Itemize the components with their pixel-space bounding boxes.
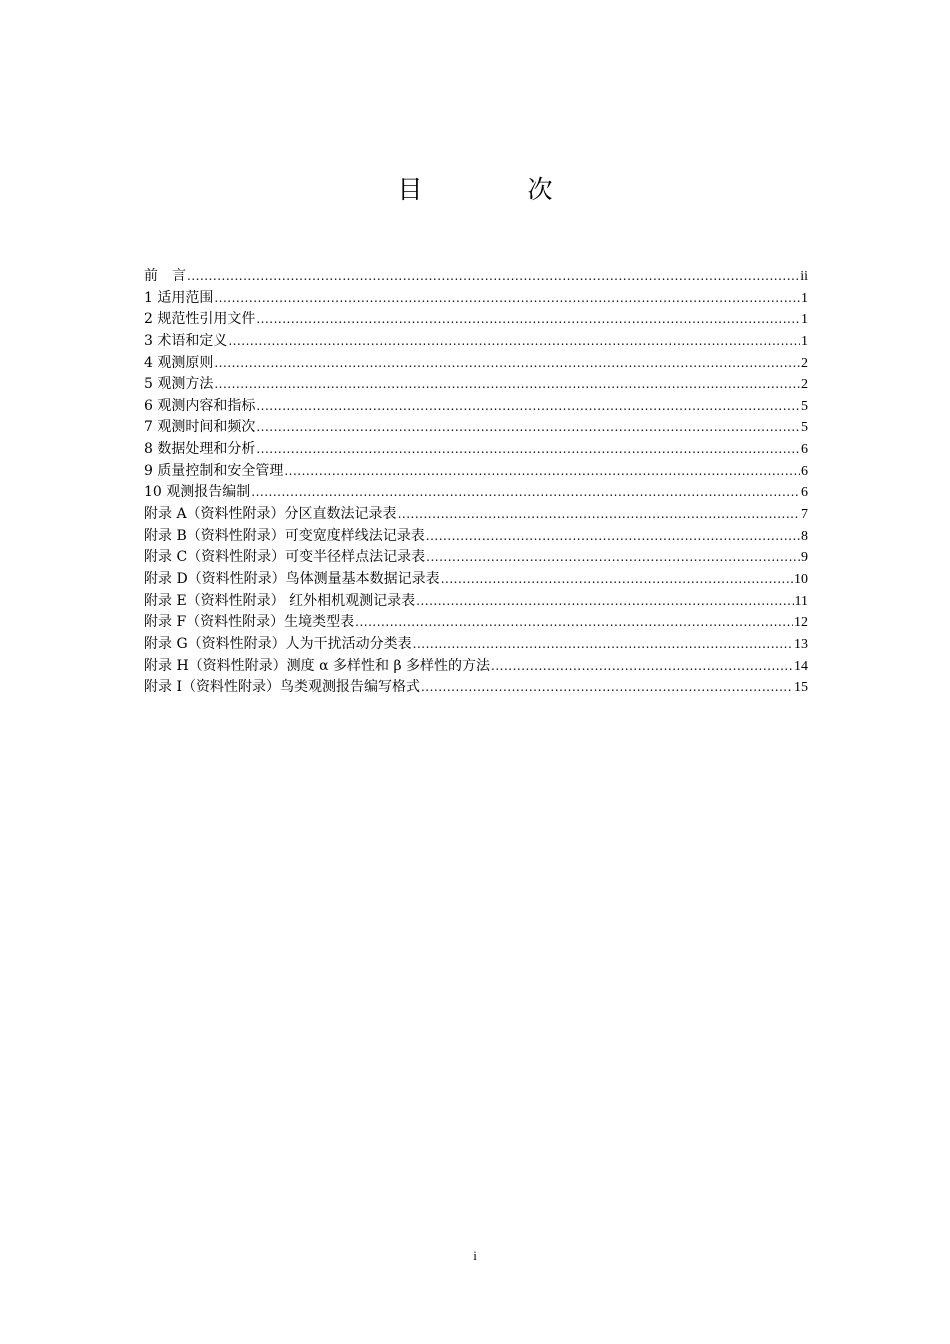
toc-dot-leader [421, 677, 793, 699]
toc-entry-label: 3 术语和定义 [144, 332, 228, 349]
toc-entry-page: 14 [794, 658, 808, 674]
toc-entry-page: 13 [794, 636, 808, 652]
toc-dot-leader [491, 656, 793, 678]
page-number: i [473, 1248, 477, 1263]
toc-entry-label: 附录 D（资料性附录）鸟体测量基本数据记录表 [144, 570, 440, 587]
toc-entry[interactable] [144, 288, 808, 310]
toc-dot-leader [256, 417, 800, 439]
toc-dot-leader [426, 526, 800, 548]
toc-entry-label: 附录 E（资料性附录） 红外相机观测记录表 [144, 592, 416, 609]
toc-entry-page: 2 [801, 377, 808, 393]
toc-entry-page: ii [800, 269, 808, 284]
toc-dot-leader [284, 461, 800, 483]
toc-entry[interactable] [144, 482, 808, 504]
toc-entry-label: 附录 C（资料性附录）可变半径样点法记录表 [144, 549, 426, 566]
toc-entry-label: 2 规范性引用文件 [144, 311, 256, 328]
toc-dot-leader [355, 612, 793, 634]
toc-dot-leader [426, 547, 800, 569]
toc-dot-leader [228, 331, 800, 353]
toc-entry-label: 7 观测时间和频次 [144, 419, 256, 436]
table-of-contents [144, 266, 808, 699]
toc-dot-leader [187, 266, 799, 288]
toc-dot-leader [251, 482, 800, 504]
toc-entry-page: 2 [801, 355, 808, 371]
toc-entry-label: 10 观测报告编制 [144, 484, 251, 501]
toc-entry-page: 12 [794, 615, 808, 631]
toc-entry-page: 8 [801, 528, 808, 544]
toc-dot-leader [416, 591, 793, 613]
toc-entry-label: 附录 B（资料性附录）可变宽度样线法记录表 [144, 527, 425, 544]
toc-entry[interactable] [144, 526, 808, 548]
toc-entry-label: 9 质量控制和安全管理 [144, 462, 284, 479]
toc-entry-label: 前 言 [144, 268, 186, 284]
toc-entry-page: 1 [801, 312, 808, 328]
toc-entry[interactable] [144, 634, 808, 656]
toc-entry[interactable] [144, 439, 808, 461]
toc-dot-leader [214, 288, 800, 310]
toc-entry[interactable] [144, 547, 808, 569]
toc-entry[interactable] [144, 309, 808, 331]
toc-entry-page: 5 [801, 398, 808, 414]
toc-entry-page: 6 [801, 442, 808, 458]
toc-dot-leader [256, 309, 800, 331]
toc-entry[interactable] [144, 504, 808, 526]
toc-dot-leader [441, 569, 793, 591]
toc-entry[interactable] [144, 417, 808, 439]
toc-dot-leader [214, 374, 800, 396]
toc-entry[interactable] [144, 266, 808, 288]
toc-entry-label: 附录 F（资料性附录）生境类型表 [144, 614, 355, 631]
toc-entry-page: 9 [801, 550, 808, 566]
toc-entry-page: 15 [794, 680, 808, 696]
toc-dot-leader [256, 439, 800, 461]
toc-entry-label: 6 观测内容和指标 [144, 397, 256, 414]
toc-entry-page: 7 [801, 507, 808, 523]
toc-dot-leader [413, 634, 793, 656]
toc-entry-label: 附录 H（资料性附录）测度 α 多样性和 β 多样性的方法 [144, 657, 491, 674]
toc-entry-page: 6 [801, 485, 808, 501]
toc-entry[interactable] [144, 591, 808, 613]
toc-dot-leader [256, 396, 800, 418]
toc-dot-leader [398, 504, 800, 526]
toc-entry-label: 8 数据处理和分析 [144, 441, 256, 458]
toc-entry[interactable] [144, 331, 808, 353]
toc-entry-page: 10 [794, 571, 808, 587]
toc-entry[interactable] [144, 353, 808, 375]
toc-entry-label: 附录 A（资料性附录）分区直数法记录表 [144, 506, 397, 523]
toc-entry[interactable] [144, 396, 808, 418]
toc-entry-label: 1 适用范围 [144, 289, 214, 306]
toc-entry-label: 5 观测方法 [144, 376, 214, 393]
toc-entry-label: 4 观测原则 [144, 354, 214, 371]
toc-entry[interactable] [144, 461, 808, 483]
toc-entry-page: 1 [801, 290, 808, 306]
toc-entry[interactable] [144, 569, 808, 591]
toc-entry[interactable] [144, 656, 808, 678]
toc-entry[interactable] [144, 677, 808, 699]
toc-entry-page: 6 [801, 463, 808, 479]
toc-entry-page: 11 [794, 593, 808, 609]
toc-entry-page: 1 [801, 333, 808, 349]
toc-entry[interactable] [144, 374, 808, 396]
toc-dot-leader [214, 353, 800, 375]
toc-entry-label: 附录 G（资料性附录）人为干扰活动分类表 [144, 635, 412, 652]
toc-entry[interactable] [144, 612, 808, 634]
toc-entry-page: 5 [801, 420, 808, 436]
toc-entry-label: 附录 I（资料性附录）鸟类观测报告编写格式 [144, 679, 420, 696]
page-title: 目 次 [397, 175, 593, 204]
